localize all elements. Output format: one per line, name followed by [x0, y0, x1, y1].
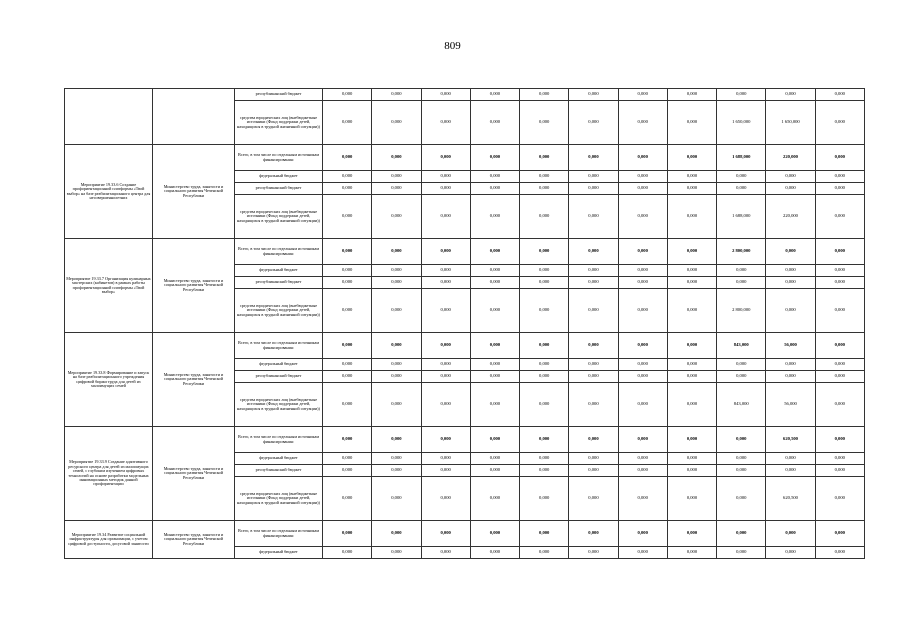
amount-cell: 1 688,000: [717, 145, 766, 171]
amount-cell: 0,000: [618, 195, 667, 239]
amount-cell: 0,000: [618, 277, 667, 289]
amount-cell: 0,000: [520, 333, 569, 359]
amount-cell: 0,000: [470, 521, 519, 547]
amount-cell: 0,000: [520, 239, 569, 265]
amount-cell: 0,000: [470, 183, 519, 195]
amount-cell: 0,000: [569, 289, 618, 333]
table-row: [65, 333, 865, 359]
amount-cell: 0,000: [421, 547, 470, 559]
funding-source-cell: средства юридических лиц (внебюджетные источники (Фонд поддержки детей, находящихся в трудной жизненной ситуации)): [235, 195, 323, 239]
amount-cell: 0,000: [569, 145, 618, 171]
amount-cell: 0,000: [372, 89, 421, 101]
amount-cell: 0,000: [815, 521, 864, 547]
amount-cell: 0,000: [667, 239, 716, 265]
funding-source-cell: республиканский бюджет: [235, 371, 323, 383]
amount-cell: 0,000: [323, 277, 372, 289]
amount-cell: 0,000: [717, 277, 766, 289]
activity-cell: Мероприятие 19.33.6 Создание профориентационной платформы «Твой выбор» на базе реабилитационного центра для несовершеннолетних: [65, 145, 153, 239]
amount-cell: 0,000: [470, 427, 519, 453]
executor-cell: Министерство труда, занятости и социального развития Чеченской Республики: [153, 427, 235, 521]
amount-cell: 0,000: [372, 183, 421, 195]
amount-cell: 0,000: [766, 547, 815, 559]
amount-cell: 0,000: [421, 477, 470, 521]
amount-cell: 0,000: [667, 383, 716, 427]
amount-cell: 0,000: [372, 239, 421, 265]
amount-cell: 0,000: [421, 289, 470, 333]
amount-cell: 0,000: [815, 89, 864, 101]
amount-cell: 0,000: [323, 265, 372, 277]
activity-cell: Мероприятие 19.33.7 Организация кулинарных мастерских (кабинетов) в рамках работы профориентационной платформы «Твой выбор»: [65, 239, 153, 333]
amount-cell: 0,000: [520, 359, 569, 371]
amount-cell: 0,000: [717, 465, 766, 477]
amount-cell: 220,000: [766, 145, 815, 171]
table-row: [65, 239, 865, 265]
funding-source-cell: федеральный бюджет: [235, 453, 323, 465]
amount-cell: 0,000: [520, 277, 569, 289]
amount-cell: 0,000: [421, 465, 470, 477]
amount-cell: 0,000: [815, 333, 864, 359]
amount-cell: 0,000: [815, 277, 864, 289]
amount-cell: 0,000: [470, 265, 519, 277]
amount-cell: 0,000: [618, 145, 667, 171]
amount-cell: 0,000: [323, 477, 372, 521]
amount-cell: 0,000: [569, 465, 618, 477]
amount-cell: 0,000: [323, 521, 372, 547]
amount-cell: 0,000: [421, 333, 470, 359]
amount-cell: 620,500: [766, 427, 815, 453]
amount-cell: 0,000: [815, 289, 864, 333]
amount-cell: 0,000: [520, 427, 569, 453]
amount-cell: 0,000: [667, 101, 716, 145]
amount-cell: 0,000: [667, 277, 716, 289]
amount-cell: 0,000: [520, 547, 569, 559]
funding-source-cell: республиканский бюджет: [235, 465, 323, 477]
amount-cell: 0,000: [667, 453, 716, 465]
amount-cell: 0,000: [323, 89, 372, 101]
amount-cell: 0,000: [717, 453, 766, 465]
amount-cell: 0,000: [717, 371, 766, 383]
amount-cell: 0,000: [372, 521, 421, 547]
amount-cell: 0,000: [766, 265, 815, 277]
amount-cell: 0,000: [470, 101, 519, 145]
funding-source-cell: республиканский бюджет: [235, 183, 323, 195]
amount-cell: 0,000: [569, 333, 618, 359]
amount-cell: 0,000: [323, 239, 372, 265]
amount-cell: 0,000: [323, 359, 372, 371]
amount-cell: 0,000: [815, 171, 864, 183]
amount-cell: 0,000: [323, 547, 372, 559]
funding-source-cell: средства юридических лиц (внебюджетные источники (Фонд поддержки детей, находящихся в трудной жизненной ситуации)): [235, 101, 323, 145]
amount-cell: 843,000: [717, 333, 766, 359]
amount-cell: 0,000: [618, 101, 667, 145]
amount-cell: 0,000: [372, 371, 421, 383]
amount-cell: 0,000: [569, 101, 618, 145]
amount-cell: 0,000: [618, 239, 667, 265]
amount-cell: 1 688,000: [717, 195, 766, 239]
amount-cell: 0,000: [421, 265, 470, 277]
amount-cell: 0,000: [470, 195, 519, 239]
table-row: [65, 521, 865, 547]
amount-cell: 0,000: [520, 453, 569, 465]
amount-cell: 0,000: [323, 465, 372, 477]
amount-cell: 0,000: [667, 371, 716, 383]
amount-cell: 0,000: [667, 265, 716, 277]
funding-source-cell: Всего, в том числе по отдельным источникам финансирования:: [235, 521, 323, 547]
amount-cell: 0,000: [421, 521, 470, 547]
amount-cell: 0,000: [766, 453, 815, 465]
amount-cell: 0,000: [372, 547, 421, 559]
amount-cell: 0,000: [372, 289, 421, 333]
amount-cell: 0,000: [717, 183, 766, 195]
amount-cell: 0,000: [372, 465, 421, 477]
amount-cell: 0,000: [323, 427, 372, 453]
amount-cell: 0,000: [815, 359, 864, 371]
amount-cell: 0,000: [470, 359, 519, 371]
amount-cell: 0,000: [421, 371, 470, 383]
amount-cell: 0,000: [667, 183, 716, 195]
amount-cell: 0,000: [470, 453, 519, 465]
amount-cell: 0,000: [569, 171, 618, 183]
amount-cell: 0,000: [470, 465, 519, 477]
amount-cell: 0,000: [323, 453, 372, 465]
amount-cell: 620,500: [766, 477, 815, 521]
amount-cell: 1 650,000: [766, 101, 815, 145]
executor-cell: Министерство труда, занятости и социального развития Чеченской Республики: [153, 145, 235, 239]
amount-cell: 0,000: [372, 145, 421, 171]
executor-cell: Министерство труда, занятости и социального развития Чеченской Республики: [153, 521, 235, 559]
amount-cell: 0,000: [470, 145, 519, 171]
amount-cell: 0,000: [618, 521, 667, 547]
activity-cell: Мероприятие 19.33.8 Формирование и запуск на базе реабилитационного учреждения цифровой биржи труда для детей из малоимущих семей: [65, 333, 153, 427]
page-number: 809: [444, 40, 461, 52]
amount-cell: 0,000: [667, 477, 716, 521]
amount-cell: 0,000: [421, 359, 470, 371]
amount-cell: 0,000: [323, 183, 372, 195]
amount-cell: 0,000: [618, 171, 667, 183]
amount-cell: 0,000: [421, 239, 470, 265]
funding-source-cell: средства юридических лиц (внебюджетные источники (Фонд поддержки детей, находящихся в трудной жизненной ситуации)): [235, 383, 323, 427]
amount-cell: 0,000: [372, 359, 421, 371]
funding-source-cell: Всего, в том числе по отдельным источникам финансирования:: [235, 333, 323, 359]
amount-cell: 0,000: [372, 277, 421, 289]
table-row: [65, 89, 865, 101]
amount-cell: 0,000: [667, 171, 716, 183]
amount-cell: 0,000: [717, 521, 766, 547]
funding-source-cell: Всего, в том числе по отдельным источникам финансирования:: [235, 239, 323, 265]
amount-cell: 0,000: [618, 477, 667, 521]
executor-cell: Министерство труда, занятости и социального развития Чеченской Республики: [153, 333, 235, 427]
amount-cell: 0,000: [323, 371, 372, 383]
amount-cell: 0,000: [618, 359, 667, 371]
amount-cell: 0,000: [470, 277, 519, 289]
amount-cell: 56,000: [766, 383, 815, 427]
executor-cell: Министерство труда, занятости и социального развития Чеченской Республики: [153, 239, 235, 333]
amount-cell: 0,000: [569, 453, 618, 465]
amount-cell: 0,000: [815, 427, 864, 453]
amount-cell: 0,000: [815, 101, 864, 145]
amount-cell: 0,000: [569, 547, 618, 559]
amount-cell: 56,000: [766, 333, 815, 359]
amount-cell: 0,000: [815, 465, 864, 477]
amount-cell: 0,000: [717, 427, 766, 453]
amount-cell: 0,000: [520, 371, 569, 383]
amount-cell: 0,000: [815, 145, 864, 171]
amount-cell: 0,000: [372, 195, 421, 239]
amount-cell: 0,000: [667, 289, 716, 333]
amount-cell: 0,000: [470, 547, 519, 559]
amount-cell: 0,000: [323, 195, 372, 239]
funding-source-cell: федеральный бюджет: [235, 171, 323, 183]
amount-cell: 0,000: [421, 383, 470, 427]
amount-cell: 0,000: [766, 89, 815, 101]
amount-cell: 0,000: [717, 477, 766, 521]
amount-cell: 0,000: [470, 333, 519, 359]
amount-cell: 0,000: [717, 359, 766, 371]
amount-cell: 0,000: [766, 289, 815, 333]
amount-cell: 0,000: [569, 383, 618, 427]
amount-cell: 0,000: [667, 521, 716, 547]
budget-table-body: [65, 89, 865, 559]
amount-cell: 0,000: [766, 277, 815, 289]
amount-cell: 0,000: [421, 171, 470, 183]
amount-cell: 0,000: [520, 477, 569, 521]
amount-cell: 0,000: [520, 265, 569, 277]
amount-cell: 0,000: [569, 427, 618, 453]
executor-cell: [153, 89, 235, 145]
amount-cell: 0,000: [470, 289, 519, 333]
funding-source-cell: федеральный бюджет: [235, 359, 323, 371]
amount-cell: 0,000: [815, 195, 864, 239]
amount-cell: 0,000: [421, 453, 470, 465]
budget-table: [64, 88, 865, 559]
amount-cell: 2 800,000: [717, 289, 766, 333]
amount-cell: 0,000: [569, 89, 618, 101]
amount-cell: 0,000: [815, 265, 864, 277]
amount-cell: 0,000: [569, 359, 618, 371]
amount-cell: 0,000: [667, 89, 716, 101]
amount-cell: 0,000: [766, 371, 815, 383]
funding-source-cell: Всего, в том числе по отдельным источникам финансирования:: [235, 427, 323, 453]
amount-cell: 0,000: [520, 101, 569, 145]
amount-cell: 0,000: [569, 521, 618, 547]
amount-cell: 0,000: [618, 183, 667, 195]
amount-cell: 0,000: [520, 383, 569, 427]
amount-cell: 0,000: [421, 145, 470, 171]
amount-cell: 0,000: [717, 89, 766, 101]
amount-cell: 0,000: [323, 333, 372, 359]
amount-cell: 0,000: [421, 89, 470, 101]
activity-cell: Мероприятие 19.33.9 Создание адаптивного ресурсного центра для детей из малоимущих семей, с глубоким изучением цифровых технологий на основе разработки модельных инновационных методик данной профориентации: [65, 427, 153, 521]
amount-cell: 0,000: [520, 289, 569, 333]
amount-cell: 0,000: [667, 547, 716, 559]
amount-cell: 0,000: [421, 195, 470, 239]
amount-cell: 0,000: [717, 265, 766, 277]
amount-cell: 0,000: [569, 183, 618, 195]
funding-source-cell: средства юридических лиц (внебюджетные источники (Фонд поддержки детей, находящихся в трудной жизненной ситуации)): [235, 477, 323, 521]
amount-cell: 0,000: [815, 453, 864, 465]
amount-cell: 0,000: [618, 89, 667, 101]
amount-cell: 843,000: [717, 383, 766, 427]
amount-cell: 0,000: [766, 171, 815, 183]
amount-cell: 0,000: [520, 465, 569, 477]
table-row: [65, 145, 865, 171]
amount-cell: 0,000: [815, 383, 864, 427]
amount-cell: 0,000: [618, 427, 667, 453]
amount-cell: 0,000: [372, 383, 421, 427]
amount-cell: 0,000: [569, 371, 618, 383]
amount-cell: 0,000: [569, 195, 618, 239]
funding-source-cell: средства юридических лиц (внебюджетные источники (Фонд поддержки детей, находящихся в трудной жизненной ситуации)): [235, 289, 323, 333]
amount-cell: 0,000: [470, 171, 519, 183]
amount-cell: 0,000: [717, 547, 766, 559]
amount-cell: 0,000: [618, 383, 667, 427]
amount-cell: 0,000: [372, 101, 421, 145]
amount-cell: 0,000: [618, 333, 667, 359]
amount-cell: 0,000: [372, 427, 421, 453]
amount-cell: 0,000: [323, 145, 372, 171]
amount-cell: 220,000: [766, 195, 815, 239]
amount-cell: 0,000: [667, 333, 716, 359]
amount-cell: 0,000: [667, 145, 716, 171]
amount-cell: 0,000: [815, 183, 864, 195]
amount-cell: 0,000: [766, 359, 815, 371]
amount-cell: 0,000: [667, 359, 716, 371]
amount-cell: 0,000: [618, 547, 667, 559]
amount-cell: 0,000: [667, 195, 716, 239]
amount-cell: 0,000: [618, 265, 667, 277]
funding-source-cell: федеральный бюджет: [235, 265, 323, 277]
amount-cell: 0,000: [569, 239, 618, 265]
amount-cell: 0,000: [766, 183, 815, 195]
amount-cell: 0,000: [421, 183, 470, 195]
amount-cell: 0,000: [766, 465, 815, 477]
amount-cell: 0,000: [520, 145, 569, 171]
amount-cell: 0,000: [323, 383, 372, 427]
amount-cell: 0,000: [470, 371, 519, 383]
amount-cell: 0,000: [717, 171, 766, 183]
amount-cell: 0,000: [372, 171, 421, 183]
amount-cell: 0,000: [520, 195, 569, 239]
amount-cell: 1 650,000: [717, 101, 766, 145]
amount-cell: 0,000: [520, 171, 569, 183]
amount-cell: 0,000: [815, 371, 864, 383]
amount-cell: 0,000: [815, 239, 864, 265]
amount-cell: 0,000: [618, 453, 667, 465]
amount-cell: 0,000: [520, 521, 569, 547]
amount-cell: 0,000: [569, 477, 618, 521]
amount-cell: 0,000: [618, 289, 667, 333]
activity-cell: [65, 89, 153, 145]
amount-cell: 0,000: [421, 101, 470, 145]
amount-cell: 0,000: [421, 277, 470, 289]
funding-source-cell: республиканский бюджет: [235, 89, 323, 101]
amount-cell: 0,000: [520, 183, 569, 195]
amount-cell: 0,000: [766, 521, 815, 547]
amount-cell: 0,000: [618, 371, 667, 383]
amount-cell: 0,000: [372, 265, 421, 277]
amount-cell: 0,000: [667, 465, 716, 477]
amount-cell: 0,000: [569, 277, 618, 289]
amount-cell: 0,000: [421, 427, 470, 453]
amount-cell: 0,000: [372, 333, 421, 359]
funding-source-cell: федеральный бюджет: [235, 547, 323, 559]
amount-cell: 0,000: [470, 89, 519, 101]
amount-cell: 0,000: [520, 89, 569, 101]
amount-cell: 0,000: [470, 383, 519, 427]
amount-cell: 0,000: [766, 239, 815, 265]
amount-cell: 0,000: [667, 427, 716, 453]
amount-cell: 2 800,000: [717, 239, 766, 265]
amount-cell: 0,000: [815, 547, 864, 559]
amount-cell: 0,000: [323, 171, 372, 183]
amount-cell: 0,000: [470, 477, 519, 521]
amount-cell: 0,000: [323, 101, 372, 145]
amount-cell: 0,000: [618, 465, 667, 477]
table-row: [65, 427, 865, 453]
amount-cell: 0,000: [815, 477, 864, 521]
amount-cell: 0,000: [323, 289, 372, 333]
funding-source-cell: Всего, в том числе по отдельным источникам финансирования:: [235, 145, 323, 171]
funding-source-cell: республиканский бюджет: [235, 277, 323, 289]
amount-cell: 0,000: [569, 265, 618, 277]
amount-cell: 0,000: [372, 453, 421, 465]
amount-cell: 0,000: [470, 239, 519, 265]
amount-cell: 0,000: [372, 477, 421, 521]
activity-cell: Мероприятие 19.34 Развитие социальной инфраструктуры для организации, с учетом цифровой доступности, досуговой занятости: [65, 521, 153, 559]
